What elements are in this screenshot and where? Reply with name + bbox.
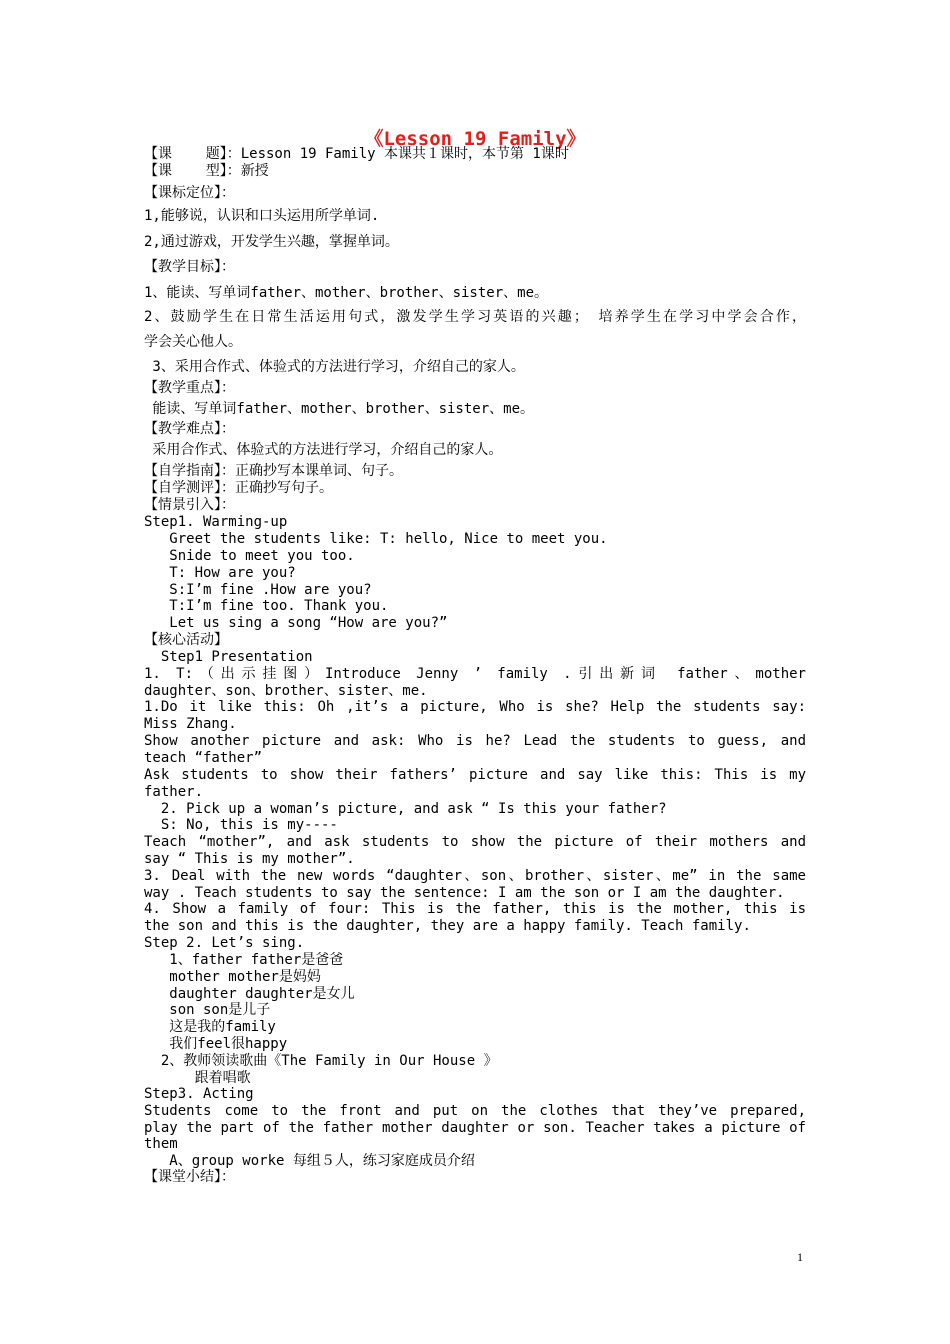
text-line: 【课 型】：新授 <box>144 163 269 179</box>
text-line: 3、采用合作式、体验式的方法进行学习，介绍自己的家人。 <box>144 359 525 375</box>
text-line: 【课 题】：Lesson 19 Family 本课共１课时，本节第 1课时 <box>144 146 569 162</box>
text-line: Step 2. Let’s sing. <box>144 935 305 951</box>
text-line: S: No, this is my---- <box>144 817 338 833</box>
text-line: 【教学难点】： <box>144 421 235 437</box>
text-line: 跟着唱歌 <box>144 1070 251 1086</box>
text-line: way . Teach students to say the sentence: I am the son or I am the daughter. <box>144 885 785 901</box>
text-line: 学会关心他人。 <box>144 334 242 350</box>
text-line: Students come to the front and put on the clothes that they’ve prepared, <box>144 1103 806 1119</box>
text-line: the son and this is the daughter, they are a happy family. Teach family. <box>144 918 751 934</box>
text-line: mother mother是妈妈 <box>144 969 321 985</box>
text-line: 【教学重点】： <box>144 380 235 396</box>
text-line: Step1. Warming-up <box>144 514 288 530</box>
page-number: 1 <box>797 1250 803 1264</box>
text-line: 这是我的family <box>144 1019 276 1035</box>
text-line: teach “father” <box>144 750 263 766</box>
text-line: 【课堂小结】： <box>144 1169 235 1185</box>
text-line: 【核心活动】 <box>144 632 228 648</box>
text-line: 【课标定位】： <box>144 185 235 201</box>
text-line: 1,能够说，认识和口头运用所学单词. <box>144 208 380 224</box>
text-line: 2. Pick up a woman’s picture, and ask “ Is this your father? <box>144 801 667 817</box>
text-line: Ask students to show their fathers’ picture and say like this: This is my <box>144 767 806 783</box>
text-line: Miss Zhang. <box>144 716 237 732</box>
text-line: play the part of the father mother daughter or son. Teacher takes a picture of <box>144 1120 806 1136</box>
document-title: 《Lesson 19 Family》 <box>364 128 586 150</box>
text-line: 4. Show a family of four: This is the father, this is the mother, this is <box>144 901 806 917</box>
text-line: Teach “mother”, and ask students to show the picture of their mothers and <box>144 834 806 850</box>
text-line: 我们feel很happy <box>144 1036 288 1052</box>
text-line: son son是儿子 <box>144 1002 271 1018</box>
text-line: 2、教师领读歌曲《The Family in Our House 》 <box>144 1053 498 1069</box>
text-line: Greet the students like: T: hello, Nice to meet you. <box>144 531 608 547</box>
text-line: A、group worke 每组５人，练习家庭成员介绍 <box>144 1153 475 1169</box>
text-line: Let us sing a song “How are you?” <box>144 615 448 631</box>
text-line: them <box>144 1136 178 1152</box>
text-line: T:I’m fine too. Thank you. <box>144 598 389 614</box>
text-line: Snide to meet you too. <box>144 548 355 564</box>
text-line: S:I’m fine .How are you? <box>144 582 372 598</box>
text-line: 【情景引入】： <box>144 497 235 513</box>
text-line: 采用合作式、体验式的方法进行学习，介绍自己的家人。 <box>144 442 503 458</box>
text-line: 1.Do it like this: Oh ,it’s a picture, Who is she? Help the students say: <box>144 699 806 715</box>
text-line: 1、father father是爸爸 <box>144 952 344 968</box>
text-line: Step1 Presentation <box>144 649 313 665</box>
text-line: daughter daughter是女儿 <box>144 986 355 1002</box>
text-line: Step3. Acting <box>144 1086 254 1102</box>
text-line: 3. Deal with the new words “daughter、son、brother、sister、me” in the same <box>144 868 806 884</box>
text-line: 2,通过游戏，开发学生兴趣，掌握单词。 <box>144 234 399 250</box>
text-line: say “ This is my mother”. <box>144 851 355 867</box>
text-line: Show another picture and ask: Who is he? Lead the students to guess, and <box>144 733 806 749</box>
text-line: 【教学目标】： <box>144 259 235 275</box>
text-line: T: How are you? <box>144 565 296 581</box>
text-line: 【自学指南】：正确抄写本课单词、句子。 <box>144 463 403 479</box>
text-line: 1. T:（出示挂图）Introduce Jenny ’ family .引出新词 father、mother <box>144 666 806 682</box>
text-line: father. <box>144 784 204 800</box>
text-line: 【自学测评】：正确抄写句子。 <box>144 480 333 496</box>
text-line: 1、能读、写单词father、mother、brother、sister、me。 <box>144 285 549 301</box>
text-line: daughter、son、brother、sister、me. <box>144 683 428 699</box>
text-line: 能读、写单词father、mother、brother、sister、me。 <box>144 401 535 417</box>
text-line: 2、鼓励学生在日常生活运用句式，激发学生学习英语的兴趣； 培养学生在学习中学会合作， <box>144 309 806 325</box>
